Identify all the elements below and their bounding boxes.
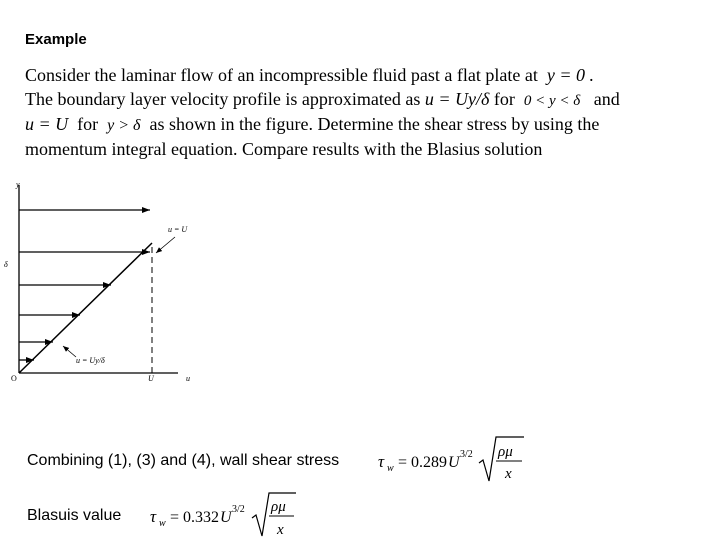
- equals-sign: =: [398, 454, 408, 471]
- wall-shear-equation: [376, 433, 536, 485]
- freestream-eq: u = U: [25, 114, 69, 134]
- velocity-profile-eq: u = Uy/δ: [424, 88, 490, 109]
- coefficient: 0.332: [183, 509, 219, 526]
- exponent: 3/2: [460, 449, 473, 460]
- statement-text: The boundary layer velocity profile is approximated as: [25, 88, 421, 109]
- statement-text: and: [593, 88, 620, 109]
- radicand-denominator: x: [277, 522, 284, 538]
- radicand-numerator: ρμ: [498, 444, 513, 460]
- coefficient: 0.289: [411, 454, 447, 471]
- annotation-bottom: u = Uy/δ: [76, 356, 105, 365]
- statement-line-3: [25, 113, 705, 138]
- plate-position-eq: y = 0 .: [546, 65, 594, 85]
- equals-sign: =: [170, 509, 180, 526]
- tau-subscript: w: [387, 463, 394, 474]
- radicand-denominator: x: [505, 466, 512, 482]
- tau-symbol: τ: [150, 507, 157, 526]
- base-velocity: U: [448, 454, 460, 471]
- delta-label: δ: [4, 260, 8, 269]
- annotation-top: u = U: [168, 225, 188, 234]
- annotation-leader-top: [156, 237, 175, 253]
- statement-line-4: momentum integral equation. Compare results with the Blasius solution: [25, 138, 543, 159]
- tau-subscript: w: [159, 518, 166, 529]
- origin-label: O: [11, 374, 17, 383]
- tau-symbol: τ: [378, 452, 385, 471]
- range-condition: 0 < y < δ: [523, 92, 581, 109]
- problem-statement: [25, 64, 705, 161]
- example-heading: Example: [25, 31, 87, 48]
- statement-text: as shown in the figure. Determine the shear stress by using the: [149, 114, 600, 134]
- combining-label: Combining (1), (3) and (4), wall shear stress: [27, 452, 340, 469]
- base-velocity: U: [220, 509, 232, 526]
- y-axis-label: y: [16, 180, 20, 189]
- x-axis-label: u: [186, 374, 190, 383]
- statement-text: for: [493, 88, 515, 109]
- blasius-equation: [148, 490, 308, 540]
- statement-line-2: [25, 88, 705, 114]
- statement-text: for: [77, 114, 99, 134]
- velocity-profile-figure: [0, 175, 240, 395]
- blasius-label: Blasuis value: [27, 507, 122, 524]
- radicand-numerator: ρμ: [271, 499, 286, 515]
- outer-condition: y > δ: [107, 117, 141, 134]
- statement-text: Consider the laminar flow of an incompressible fluid past a flat plate at: [25, 65, 538, 85]
- exponent: 3/2: [232, 504, 245, 515]
- linear-velocity-profile: [19, 243, 152, 373]
- U-label: U: [148, 374, 154, 383]
- statement-line-1: [25, 64, 705, 88]
- annotation-leader-bottom: [63, 346, 76, 357]
